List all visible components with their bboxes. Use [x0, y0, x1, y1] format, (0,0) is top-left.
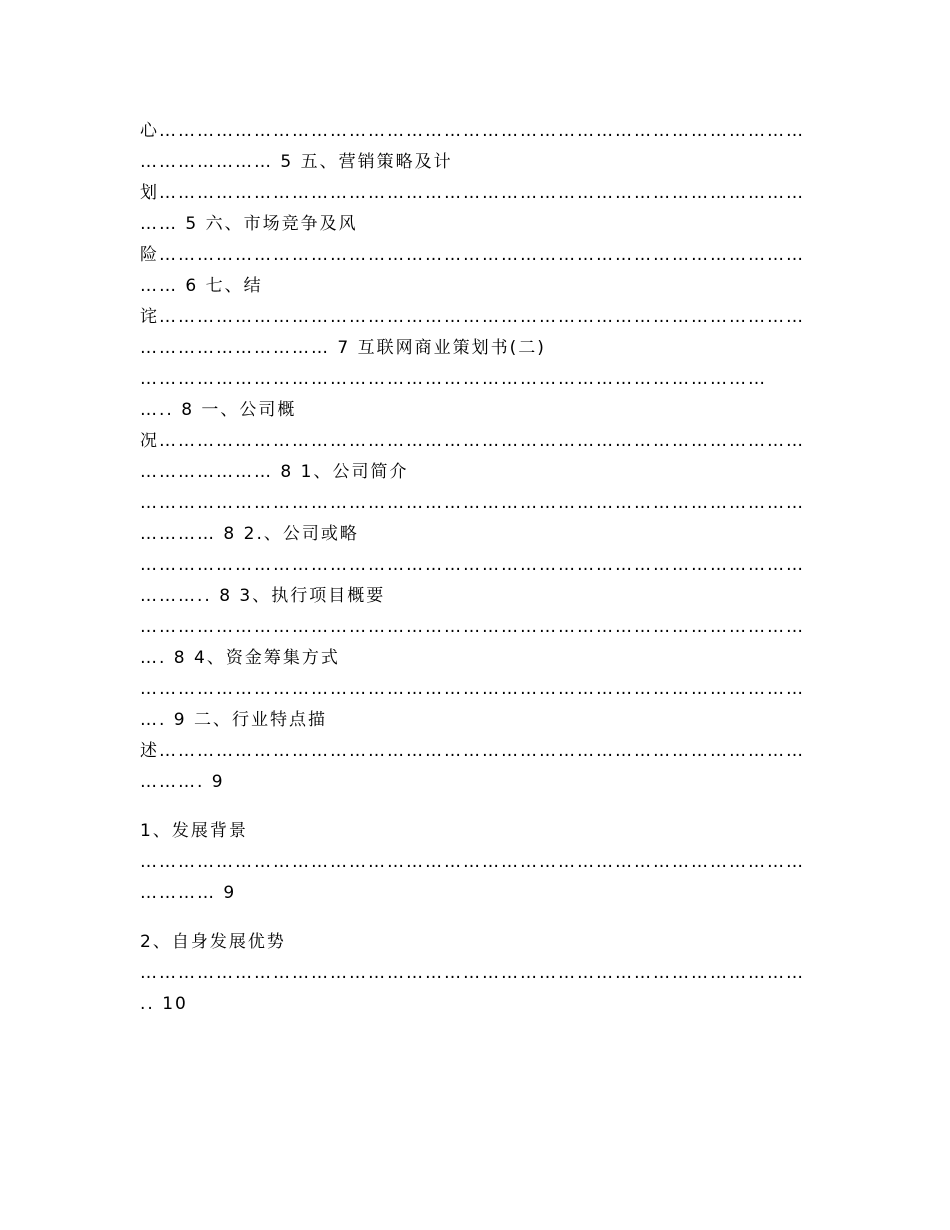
toc-line: …………………………………………………………………………………………… — [140, 963, 805, 983]
toc-line: ………… 9 — [140, 883, 237, 903]
toc-line: ….. 8 一、公司概 — [140, 400, 297, 420]
toc-line: ……………………………………………………………………………………… — [140, 369, 767, 389]
toc-line: 诧………………………………………………………………………………………… — [140, 307, 805, 327]
toc-line: 心………………………………………………………………………………………… — [140, 121, 805, 141]
toc-line: …………………………………………………………………………………………… — [140, 555, 805, 575]
toc-line: …… 5 六、市场竞争及风 — [140, 214, 358, 234]
toc-line: 述………………………………………………………………………………………… — [140, 741, 805, 761]
toc-line: …………………………………………………………………………………………… — [140, 617, 805, 637]
toc-line: ………………… 8 1、公司简介 — [140, 462, 409, 482]
toc-line: …………………………………………………………………………………………… — [140, 493, 805, 513]
toc-line: 况………………………………………………………………………………………… — [140, 431, 805, 451]
toc-line: .. 10 — [140, 994, 188, 1014]
toc-line: ………. 9 — [140, 772, 225, 792]
toc-line: …………………………………………………………………………………………… — [140, 679, 805, 699]
toc-heading: 1、发展背景 — [140, 821, 248, 841]
toc-heading: 2、自身发展优势 — [140, 932, 286, 952]
toc-line: ………… 8 2.、公司或略 — [140, 524, 359, 544]
toc-line: 险………………………………………………………………………………………… — [140, 245, 805, 265]
toc-line: …. 8 4、资金筹集方式 — [140, 648, 340, 668]
toc-line: 划………………………………………………………………………………………… — [140, 183, 805, 203]
toc-line: ………………… 5 五、营销策略及计 — [140, 152, 453, 172]
toc-line: …. 9 二、行业特点描 — [140, 710, 328, 730]
toc-line: ………………………… 7 互联网商业策划书(二) — [140, 338, 546, 358]
toc-line: …… 6 七、结 — [140, 276, 263, 296]
toc-line: ……….. 8 3、执行项目概要 — [140, 586, 386, 606]
toc-line: …………………………………………………………………………………………… — [140, 852, 805, 872]
